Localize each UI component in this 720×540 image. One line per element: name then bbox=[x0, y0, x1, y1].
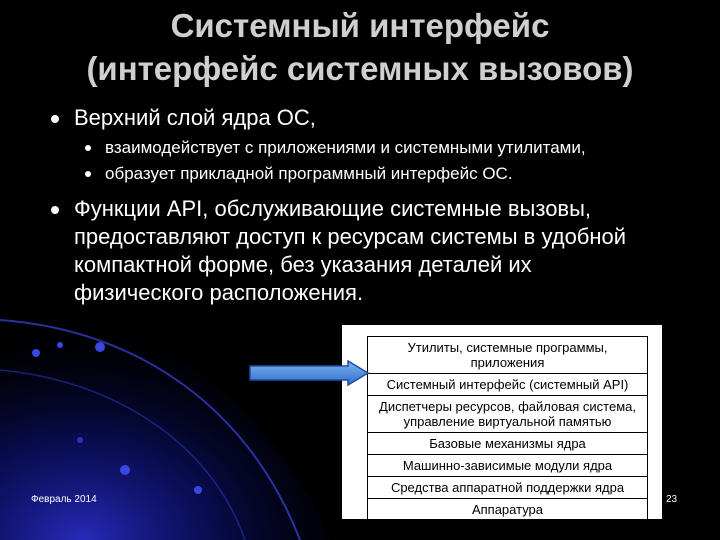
layer-resource-managers-line-1: Диспетчеры ресурсов, файловая система, bbox=[379, 399, 636, 414]
pointer-arrow-icon bbox=[248, 360, 370, 386]
bullet-dot bbox=[51, 115, 59, 123]
footer-date: Февраль 2014 bbox=[31, 494, 97, 505]
layer-applications: Утилиты, системные программы, приложения bbox=[368, 337, 647, 374]
os-layers-diagram bbox=[342, 325, 662, 519]
layer-stack bbox=[367, 336, 648, 521]
bullet-dot bbox=[51, 206, 59, 214]
layer-resource-managers bbox=[368, 396, 647, 433]
footer-page-number: 23 bbox=[666, 494, 678, 505]
bullet-2-line: Функции API, обслуживающие системные вызовы, bbox=[74, 196, 592, 221]
layer-hardware: Аппаратура bbox=[471, 502, 544, 517]
layer-hardware-support: Средства аппаратной поддержки ядра bbox=[368, 477, 647, 499]
bullet-2-text bbox=[74, 195, 626, 307]
sub-bullet-dot bbox=[85, 145, 91, 151]
layer-machine-dependent: Машинно-зависимые модули ядра bbox=[368, 455, 647, 477]
title-line-2: (интерфейс системных вызовов) bbox=[86, 50, 634, 87]
slide-title bbox=[0, 4, 720, 90]
sub-bullet-dot bbox=[85, 171, 91, 177]
bullet-2-line: предоставляют доступ к ресурсам системы в удобной bbox=[74, 224, 627, 249]
bullet-1-text: Верхний слой ядра ОС, bbox=[74, 105, 316, 130]
layer-system-interface: Системный интерфейс (системный API) bbox=[368, 374, 647, 396]
layer-resource-managers-line-2: управление виртуальной памятью bbox=[403, 414, 612, 429]
title-line-1: Системный интерфейс bbox=[170, 7, 550, 44]
sub-bullet-1-text: взаимодействует с приложениями и системными утилитами, bbox=[105, 138, 586, 157]
sub-bullet-2-text: образует прикладной программный интерфейс ОС. bbox=[105, 164, 513, 183]
layer-base-mechanisms: Базовые механизмы ядра bbox=[368, 433, 647, 455]
bullet-2-line: физического расположения. bbox=[74, 280, 364, 305]
bullet-2-line: компактной форме, без указания деталей их bbox=[74, 252, 532, 277]
